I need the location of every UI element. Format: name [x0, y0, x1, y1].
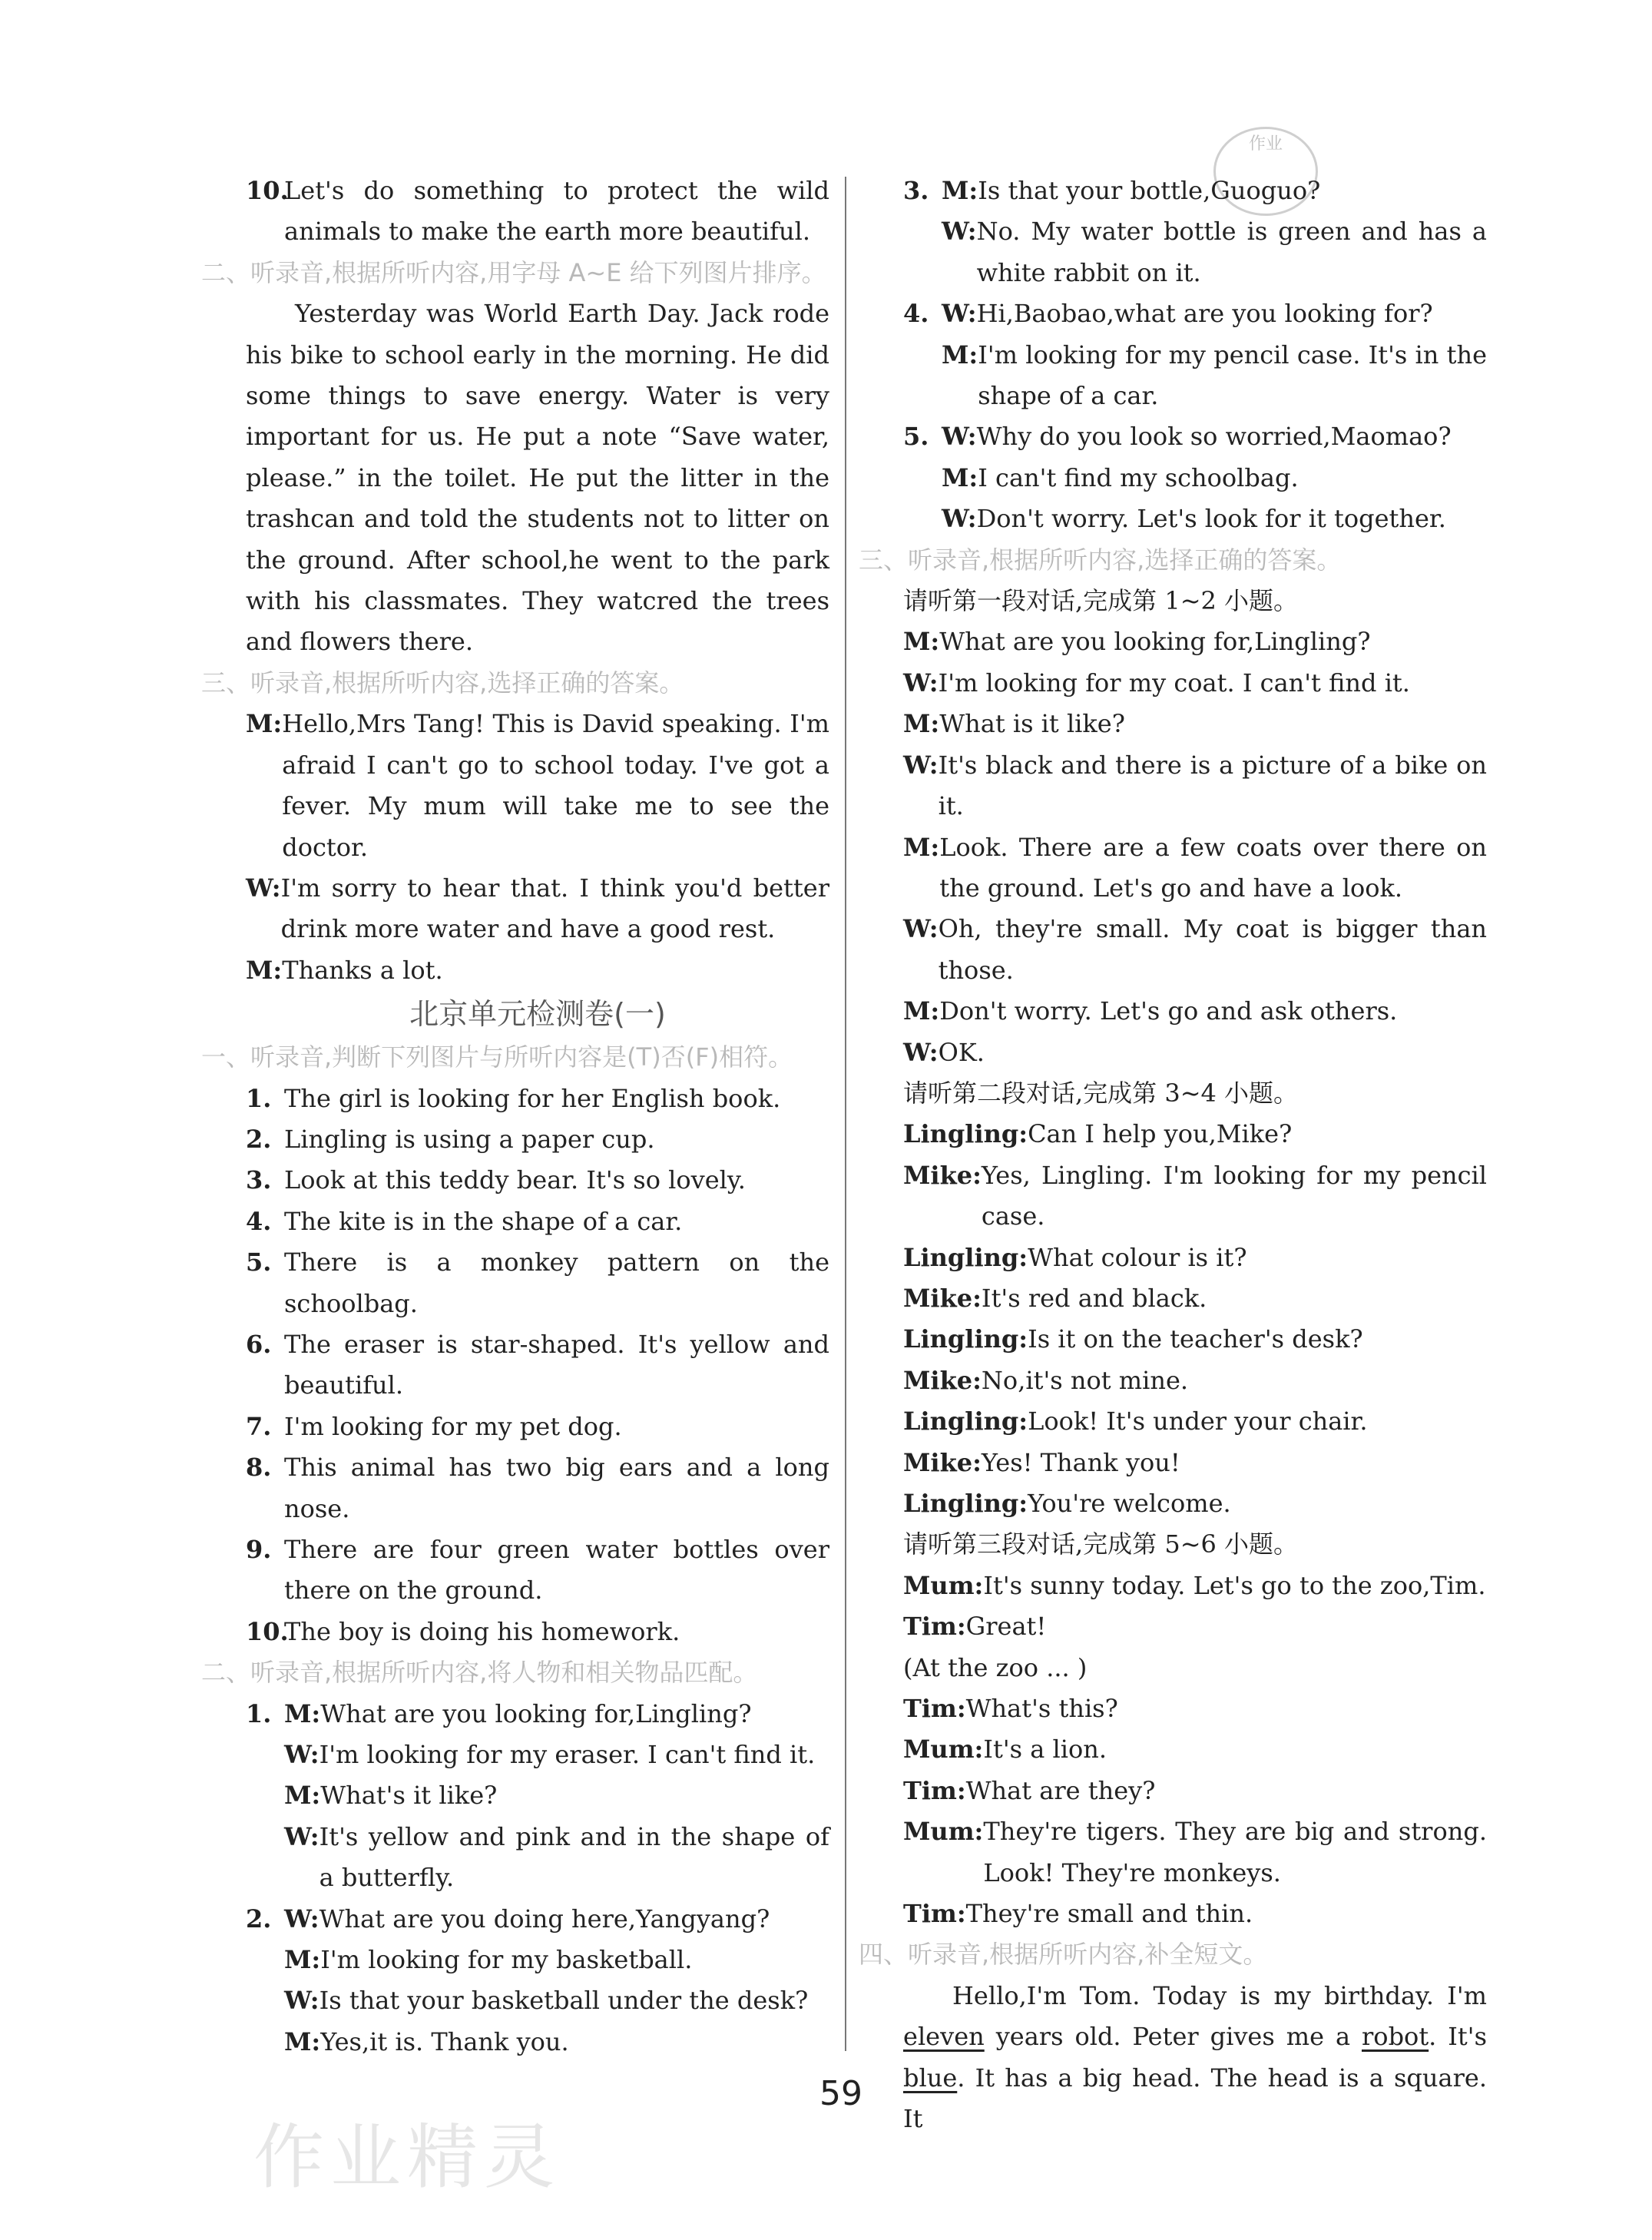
dialog-line: What are you looking for,Lingling? — [939, 627, 1371, 657]
list-item — [246, 1242, 829, 1324]
speaker: W: — [284, 1986, 319, 2016]
dialog-intro: 请听第三段对话,完成第 5~6 小题。 — [903, 1529, 1299, 1559]
dialog-line: No,it's not mine. — [981, 1365, 1189, 1395]
list-item — [246, 1201, 829, 1242]
item-text: There are four green water bottles over there on the ground. — [284, 1535, 829, 1605]
item-number: 2. — [246, 1904, 272, 1933]
section-heading: 二、听录音,根据所听内容,用字母 A~E 给下列图片排序。 — [201, 257, 826, 287]
question-10 — [246, 171, 829, 253]
speaker: W: — [903, 1037, 939, 1067]
item-text: Look at this teddy bear. It's so lovely. — [284, 1165, 746, 1195]
dialog-line: Don't worry. Let's go and ask others. — [939, 996, 1398, 1026]
section-heading: 三、听录音,根据所听内容,选择正确的答案。 — [201, 668, 684, 698]
speaker: Mike: — [903, 1365, 982, 1395]
dialog-line: I can't find my schoolbag. — [978, 462, 1299, 492]
test-items-list — [246, 1079, 829, 1653]
match-dialog-5 — [903, 416, 1487, 539]
speaker: Tim: — [903, 1694, 966, 1724]
list-item — [246, 1119, 829, 1160]
speaker: Lingling: — [903, 1324, 1028, 1354]
dialog-line: I'm looking for my coat. I can't find it. — [938, 668, 1410, 698]
speaker: M: — [942, 462, 978, 492]
speaker: Tim: — [903, 1612, 966, 1642]
speaker: W: — [903, 914, 939, 944]
speaker: Mike: — [903, 1160, 982, 1190]
dialog-line: Look! It's under your chair. — [1028, 1407, 1368, 1436]
speaker: M: — [903, 996, 940, 1026]
speaker: M: — [284, 2026, 321, 2056]
dialog-line: They're tigers. They are big and strong. Look! They're monkeys. — [983, 1817, 1487, 1887]
item-number: 9. — [246, 1535, 272, 1564]
speaker: M: — [903, 832, 940, 862]
list-item — [246, 1529, 829, 1612]
speaker: Lingling: — [903, 1489, 1028, 1518]
section-heading: 二、听录音,根据所听内容,将人物和相关物品匹配。 — [201, 1658, 758, 1688]
list-item — [246, 1407, 829, 1447]
speaker: Lingling: — [903, 1407, 1028, 1436]
dialog-line: No. My water bottle is green and has a white rabbit on it. — [976, 217, 1487, 287]
speaker: M: — [942, 340, 978, 369]
dialog-block-3 — [903, 1566, 1487, 1935]
speaker: M: — [903, 709, 940, 739]
item-number: 7. — [246, 1411, 272, 1441]
section-heading: 一、听录音,判断下列图片与所听内容是(T)否(F)相符。 — [201, 1042, 793, 1072]
dialog-line: It's red and black. — [981, 1283, 1207, 1313]
item-number: 1. — [246, 1083, 272, 1113]
speaker: W: — [284, 1740, 319, 1770]
scene-note: (At the zoo ... ) — [903, 1652, 1088, 1682]
dialog-block — [246, 704, 829, 991]
dialog-line: What are you looking for,Lingling? — [320, 1698, 752, 1728]
item-number: 2. — [246, 1124, 272, 1154]
item-text: The girl is looking for her English book. — [284, 1083, 781, 1113]
dialog-line: Why do you look so worried,Maomao? — [976, 422, 1452, 452]
item-text: The eraser is star-shaped. It's yellow and beautiful. — [284, 1329, 829, 1400]
dialog-line: What is it like? — [939, 709, 1125, 739]
dialog-block-2 — [903, 1114, 1487, 1524]
dialog-line: Oh, they're small. My coat is bigger than those. — [938, 914, 1487, 985]
dialog-line: Yes, Lingling. I'm looking for my pencil case. — [981, 1160, 1487, 1231]
item-text: The kite is in the shape of a car. — [284, 1206, 683, 1236]
dialog-line: Is that your basketball under the desk? — [319, 1986, 809, 2016]
dialog-line: Yes,it is. Thank you. — [320, 2026, 569, 2056]
dialog-line: Can I help you,Mike? — [1028, 1119, 1293, 1149]
speaker: Tim: — [903, 1775, 966, 1805]
speaker: W: — [284, 1821, 319, 1851]
dialog-line: Look. There are a few coats over there on the ground. Let's go and have a look. — [939, 832, 1487, 903]
test-title: 北京单元检测卷(一) — [409, 997, 666, 1032]
speaker: Mum: — [903, 1735, 984, 1764]
speaker: M: — [284, 1698, 321, 1728]
item-number: 5. — [246, 1248, 272, 1277]
dialog-line: I'm looking for my pencil case. It's in the shape of a car. — [978, 340, 1487, 411]
question-text: Let's do something to protect the wild animals to make the earth more beautiful. — [284, 176, 829, 247]
item-number: 10. — [246, 1616, 289, 1646]
speaker: Mum: — [903, 1817, 984, 1847]
section-heading: 三、听录音,根据所听内容,选择正确的答案。 — [859, 545, 1342, 575]
speaker: Lingling: — [903, 1119, 1028, 1149]
list-item — [246, 1079, 829, 1119]
item-text: Lingling is using a paper cup. — [284, 1124, 655, 1154]
item-number: 4. — [903, 299, 929, 329]
passage-text: Hello,I'm Tom. Today is my birthday. I'm — [952, 1980, 1487, 2010]
item-number: 8. — [246, 1453, 272, 1483]
list-item — [246, 1160, 829, 1201]
speaker: W: — [246, 873, 281, 903]
speaker: W: — [942, 299, 977, 329]
speaker: M: — [284, 1945, 321, 1975]
left-column — [201, 171, 829, 2063]
speaker: Mum: — [903, 1570, 984, 1600]
dialog-line: I'm looking for my basketball. — [320, 1945, 693, 1975]
list-item — [246, 1447, 829, 1529]
speaker: W: — [942, 422, 977, 452]
page-number: 59 — [819, 2074, 862, 2113]
passage-text: . It has a big head. The head is a square. It — [903, 2063, 1487, 2134]
dialog-line: You're welcome. — [1028, 1489, 1231, 1518]
speaker: Lingling: — [903, 1242, 1028, 1272]
item-number: 3. — [903, 176, 929, 205]
item-number: 3. — [246, 1165, 272, 1195]
dialog-line: It's black and there is a picture of a bike on it. — [938, 750, 1487, 821]
item-number: 1. — [246, 1698, 272, 1728]
right-column — [859, 171, 1488, 2140]
speaker: W: — [942, 504, 977, 534]
speaker: Mike: — [903, 1283, 982, 1313]
list-item — [246, 1612, 829, 1652]
dialog-line: I'm looking for my eraser. I can't find it. — [319, 1740, 816, 1770]
dialog-line: Hi,Baobao,what are you looking for? — [976, 299, 1433, 329]
dialog-line: I'm sorry to hear that. I think you'd better drink more water and have a good rest. — [280, 873, 829, 944]
listening-passage: Yesterday was World Earth Day. Jack rode his bike to school early in the morning. He did some things to save energy. Water is very important for us. He put a note “Save water, please.” in the toilet. He put the litter in the trashcan and told the students not to litter on the ground. After school,he went to the park with his classmates. They watcred the trees and flowers there. — [246, 299, 829, 657]
speaker: M: — [246, 955, 283, 985]
dialog-line: What's this? — [965, 1694, 1118, 1724]
dialog-line: Hello,Mrs Tang! This is David speaking. I'm afraid I can't go to school today. I've got a fever. My mum will take me to see the doctor. — [282, 709, 829, 862]
item-text: There is a monkey pattern on the schoolbag. — [284, 1248, 829, 1318]
dialog-line: What colour is it? — [1028, 1242, 1247, 1272]
match-dialog-2 — [246, 1899, 829, 2063]
section-heading: 四、听录音,根据所听内容,补全短文。 — [859, 1940, 1268, 1970]
match-dialog-4 — [903, 293, 1487, 416]
answer-blank: eleven — [903, 2022, 985, 2052]
cloze-passage — [903, 1976, 1487, 2140]
speaker: W: — [942, 217, 977, 247]
dialog-line: Thanks a lot. — [282, 955, 443, 985]
dialog-line: What's it like? — [320, 1781, 498, 1811]
item-number: 6. — [246, 1329, 272, 1359]
speaker: W: — [284, 1904, 319, 1933]
dialog-block-1 — [903, 621, 1487, 1072]
answer-blank: robot — [1362, 2022, 1429, 2052]
speaker: W: — [903, 668, 939, 698]
dialog-line: OK. — [938, 1037, 985, 1067]
dialog-line: What are they? — [965, 1775, 1156, 1805]
answer-blank: blue — [903, 2063, 958, 2093]
dialog-line: Yes! Thank you! — [981, 1447, 1180, 1477]
passage-text: . It's — [1429, 2022, 1488, 2052]
dialog-intro: 请听第一段对话,完成第 1~2 小题。 — [903, 586, 1299, 616]
match-dialog-3 — [903, 171, 1487, 293]
dialog-line: It's a lion. — [983, 1735, 1107, 1764]
item-number: 5. — [903, 422, 929, 452]
item-text: This animal has two big ears and a long nose. — [284, 1453, 829, 1523]
speaker: M: — [284, 1781, 321, 1811]
item-text: I'm looking for my pet dog. — [284, 1411, 622, 1441]
dialog-intro: 请听第二段对话,完成第 3~4 小题。 — [903, 1078, 1299, 1108]
speaker: M: — [903, 627, 940, 657]
speaker: Mike: — [903, 1447, 982, 1477]
dialog-line: Great! — [965, 1612, 1047, 1642]
dialog-line: They're small and thin. — [965, 1899, 1253, 1929]
stamp-text: 作业 — [1248, 134, 1283, 154]
dialog-line: Is that your bottle,Guoguo? — [978, 176, 1321, 205]
speaker: Tim: — [903, 1899, 966, 1929]
dialog-line: It's yellow and pink and in the shape of a butterfly. — [319, 1821, 829, 1893]
dialog-line: Is it on the teacher's desk? — [1028, 1324, 1363, 1354]
passage-text: years old. Peter gives me a — [995, 2022, 1351, 2052]
speaker: M: — [246, 709, 283, 739]
item-number: 4. — [246, 1206, 272, 1236]
dialog-line: It's sunny today. Let's go to the zoo,Tim. — [983, 1570, 1486, 1600]
dialog-line: What are you doing here,Yangyang? — [319, 1904, 770, 1933]
speaker: W: — [903, 750, 939, 780]
speaker: M: — [942, 176, 978, 205]
list-item — [246, 1324, 829, 1407]
match-dialog-1 — [246, 1694, 829, 1899]
column-divider — [845, 177, 846, 2051]
dialog-line: Don't worry. Let's look for it together. — [976, 504, 1446, 534]
item-text: The boy is doing his homework. — [284, 1616, 680, 1646]
question-number: 10. — [246, 176, 289, 205]
watermark-logo: 作业精灵 — [253, 2116, 561, 2199]
